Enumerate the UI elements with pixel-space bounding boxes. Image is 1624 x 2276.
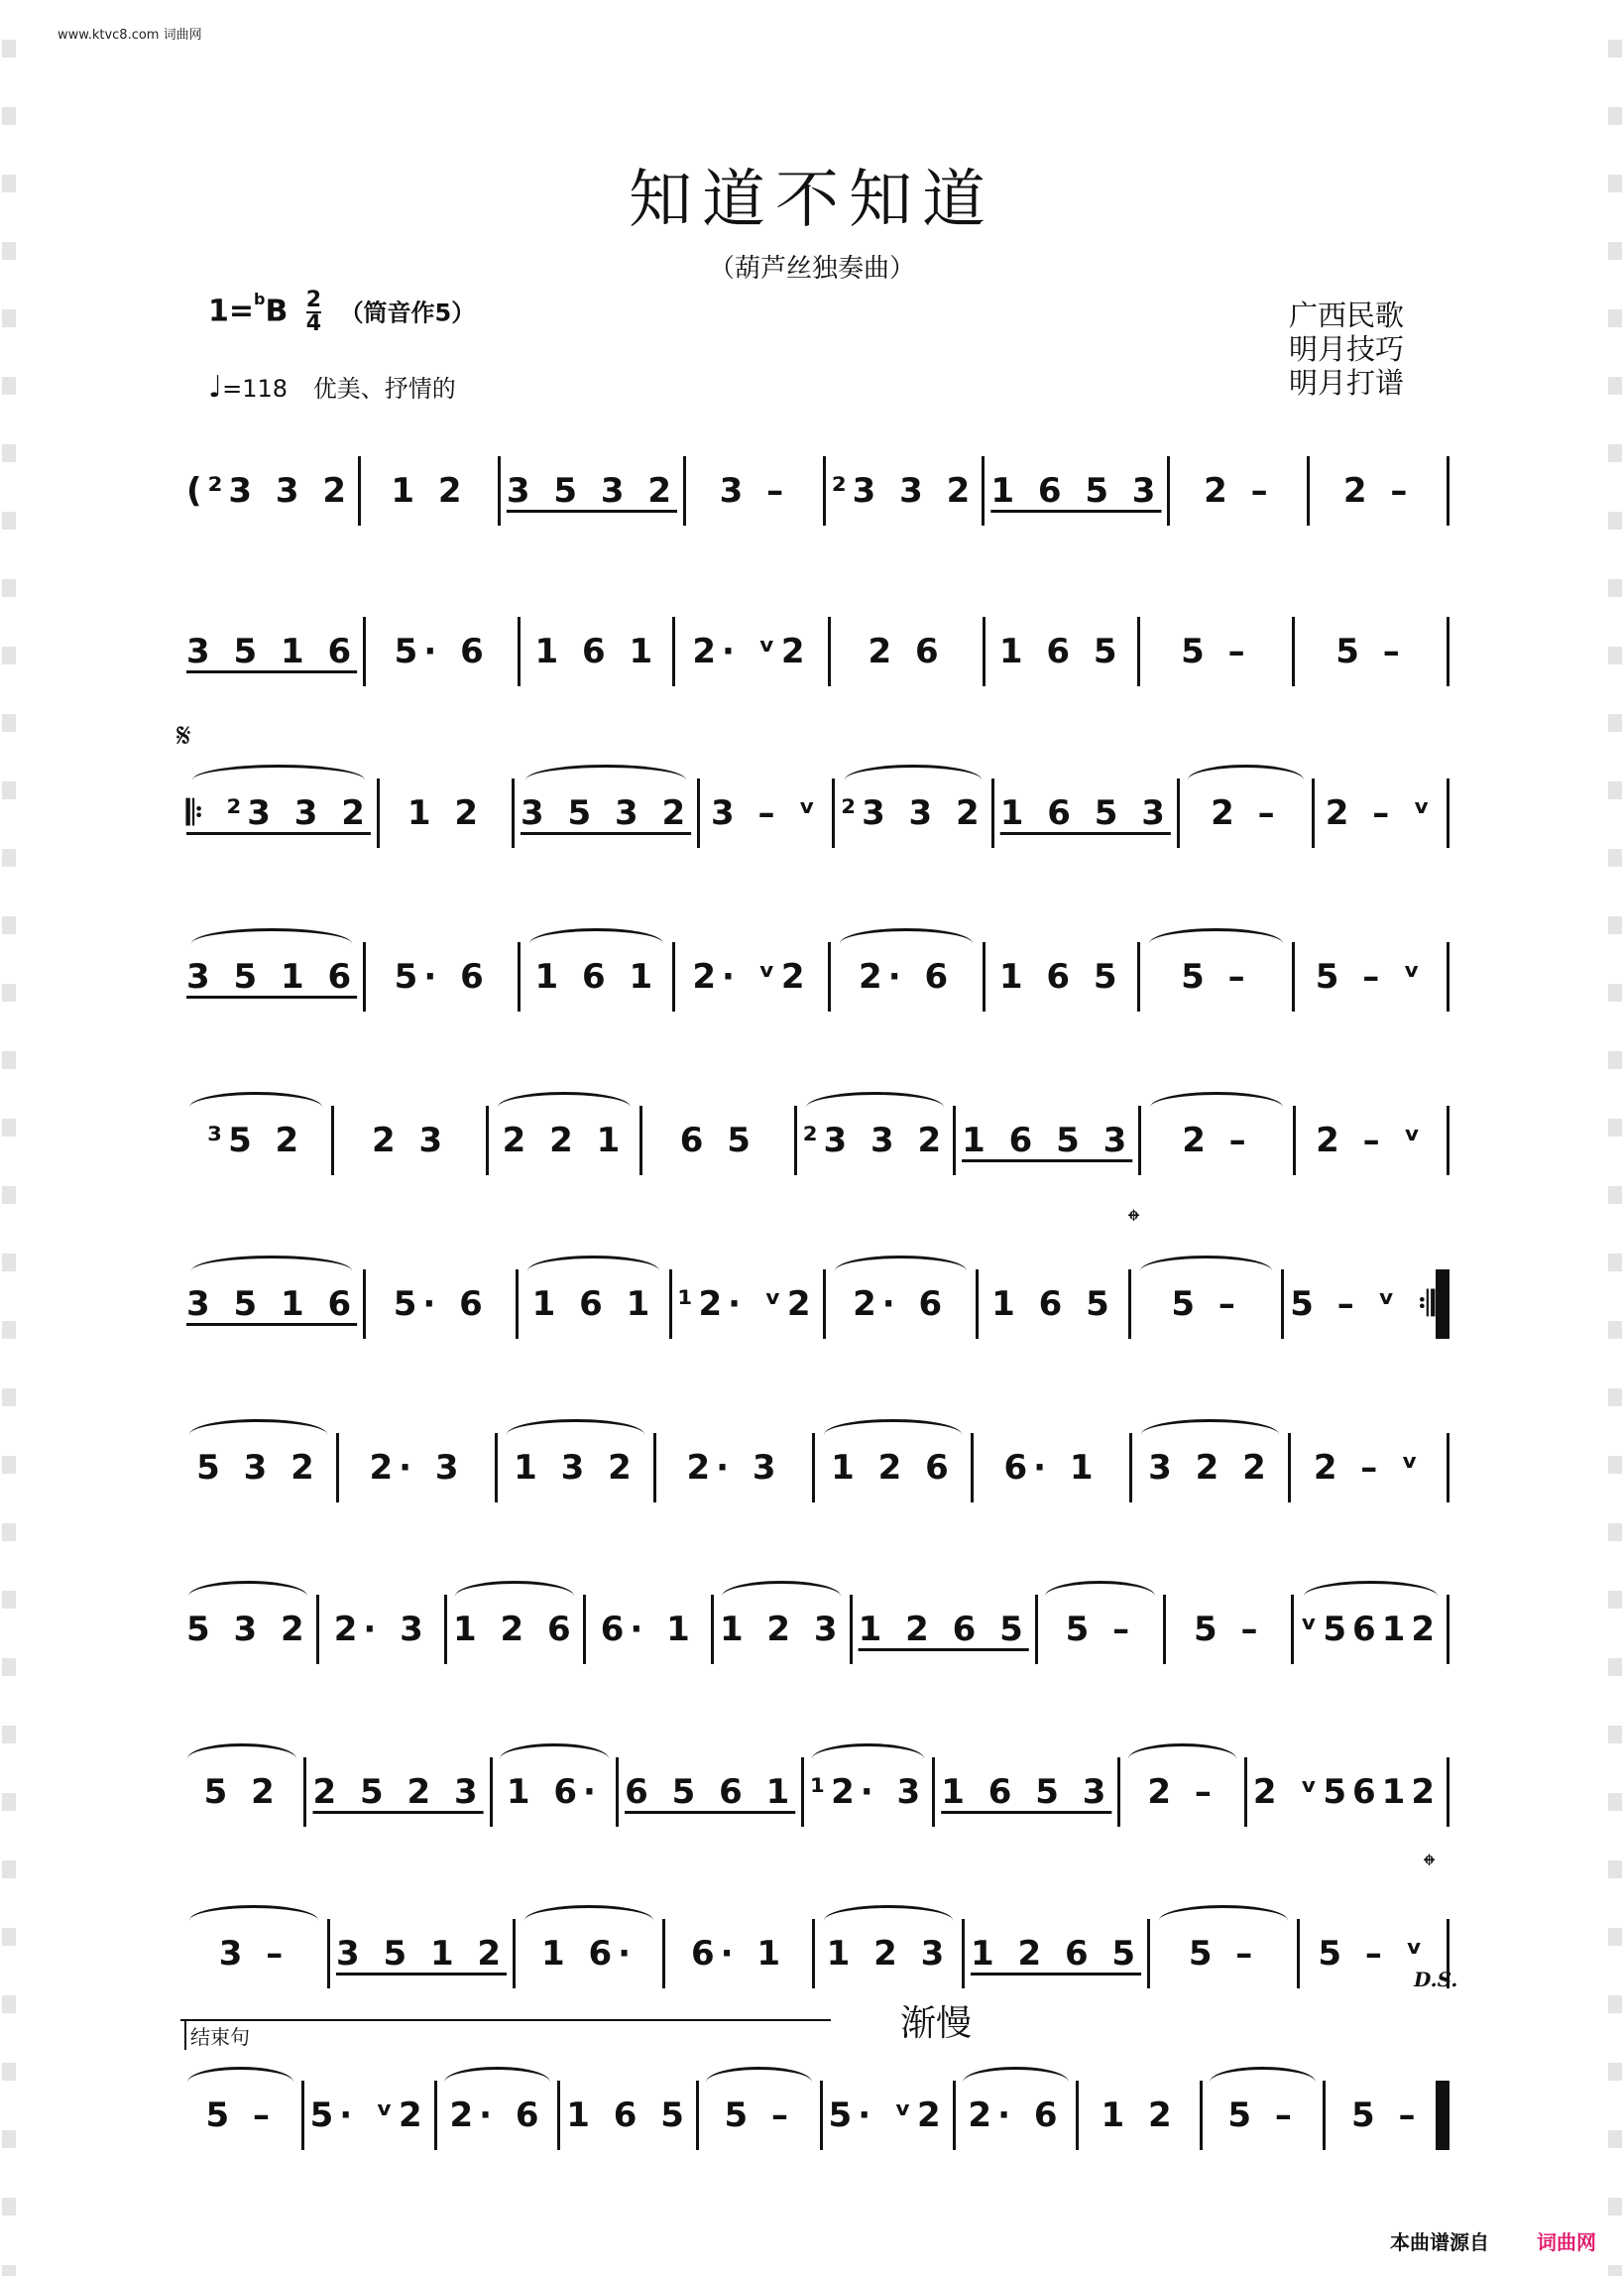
score-line <box>180 739 1450 848</box>
measure <box>665 1919 815 1988</box>
measure <box>699 2081 823 2150</box>
measure <box>180 2081 304 2150</box>
measure <box>619 1757 804 1827</box>
measure <box>675 942 830 1012</box>
measure-group <box>180 1066 1450 1175</box>
measure-notes: 1 2 <box>1101 2096 1178 2135</box>
measure-notes: 3 5 3 2 <box>520 793 692 833</box>
score-line <box>180 2041 1450 2150</box>
measure-notes: 1 6 1 <box>531 1284 656 1324</box>
measure-notes: 1 6· <box>506 1772 602 1812</box>
measure-group <box>180 2041 1450 2150</box>
measure <box>826 1269 979 1339</box>
measure-notes: 5 – <box>1171 1284 1241 1324</box>
measure <box>180 1595 319 1664</box>
measure <box>1291 1433 1450 1502</box>
measure-notes: 6· 1 <box>690 1934 787 1974</box>
slur-arc <box>1150 1092 1283 1123</box>
measure-notes: 1 6 5 <box>998 632 1123 671</box>
slur-arc <box>722 1581 841 1612</box>
measure-notes: 1 6 5 3 <box>941 1772 1112 1812</box>
score-line <box>180 1879 1450 1988</box>
measure-notes: 2 ᵛ5612 <box>1252 1772 1441 1812</box>
right-margin-watermark <box>1608 0 1622 2276</box>
measure-notes: 2 5 2 3 <box>312 1772 484 1812</box>
measure-notes: 5· 6 <box>394 957 490 997</box>
measure <box>366 1269 519 1339</box>
measure <box>823 2081 956 2150</box>
measure-notes: 3 5 1 6 <box>186 1284 358 1324</box>
quarter-note-icon: ♩ <box>208 370 223 405</box>
measure <box>380 779 515 848</box>
measure <box>180 1269 366 1339</box>
measure <box>180 779 380 848</box>
measure <box>361 456 501 526</box>
measure-notes: 3 – <box>218 1934 290 1974</box>
measure-notes: 2· ᵛ2 <box>692 632 811 671</box>
measure <box>826 456 986 526</box>
slur-arc <box>527 1256 659 1286</box>
measure <box>560 2081 699 2150</box>
measure-group <box>180 1230 1450 1339</box>
measure <box>437 2081 561 2150</box>
credit-origin: 广西民歌 <box>1289 299 1405 332</box>
measure <box>521 942 675 1012</box>
measure <box>180 1919 330 1988</box>
measure <box>1140 942 1295 1012</box>
slur-arc <box>963 2067 1069 2097</box>
measure <box>1284 1269 1450 1339</box>
measure-notes: 5 – <box>1193 1610 1264 1649</box>
measure <box>1300 1919 1450 1988</box>
measure-notes: 2· 6 <box>853 1284 949 1324</box>
measure <box>339 1433 498 1502</box>
site-header: www.ktvc8.com 词曲网 <box>58 28 202 43</box>
measure-notes: 3 5 1 6 <box>186 632 358 671</box>
measure-notes: 5 2 <box>203 1772 281 1812</box>
measure <box>656 1433 815 1502</box>
measure-notes: 5 – <box>1181 632 1251 671</box>
coda-icon: 𝄌 <box>1128 1202 1140 1240</box>
measure-notes: 3 5 1 6 <box>186 957 358 997</box>
key-note-paren: （筒音作5） <box>339 299 476 327</box>
measure-group <box>180 1555 1450 1664</box>
slur-arc <box>507 1419 643 1450</box>
measure <box>180 1106 334 1175</box>
score-line <box>180 1718 1450 1827</box>
measure <box>956 2081 1080 2150</box>
score-line <box>180 902 1450 1012</box>
measure-notes: 5 – ᵛ <box>1315 957 1427 997</box>
segno-icon: 𝄋 <box>176 716 191 756</box>
measure <box>986 617 1140 686</box>
slur-arc <box>524 1905 653 1936</box>
slur-arc <box>500 1743 609 1774</box>
measure-notes: 2 3 <box>372 1121 449 1160</box>
measure-group <box>180 577 1450 686</box>
song-subtitle: （葫芦丝独奏曲） <box>708 254 915 284</box>
measure <box>686 456 826 526</box>
measure-notes: 1 6 1 <box>534 957 659 997</box>
slur-arc <box>189 1905 318 1936</box>
measure <box>1315 779 1450 848</box>
dal-segno-marking: D.S. <box>1414 1968 1458 1991</box>
measure <box>1166 1595 1294 1664</box>
measure <box>965 1919 1150 1988</box>
measure <box>1170 456 1310 526</box>
measure-notes: 1 6 1 <box>534 632 659 671</box>
measure <box>366 617 521 686</box>
measure-notes: 1 2 6 5 <box>970 1934 1142 1974</box>
slur-arc <box>806 1092 944 1123</box>
measure <box>831 942 986 1012</box>
slur-arc <box>455 1581 574 1612</box>
measure-notes: 5 3 2 <box>186 1610 310 1649</box>
measure-notes: 2· 3 <box>333 1610 429 1649</box>
measure-notes: 5 – <box>1227 2096 1298 2135</box>
measure-notes: 1 2 6 <box>831 1448 955 1488</box>
ending-bracket <box>180 2019 831 2021</box>
measure-notes: 2· 6 <box>968 2096 1064 2135</box>
score-line <box>180 1230 1450 1339</box>
slur-arc <box>498 1092 631 1123</box>
ending-label: 结束句 <box>184 2021 250 2050</box>
measure <box>330 1919 516 1988</box>
time-bottom: 4 <box>305 311 322 336</box>
measure-notes: 1 6 5 3 <box>962 1121 1133 1160</box>
measure <box>319 1595 447 1664</box>
slur-arc <box>1149 928 1283 959</box>
measure <box>815 1433 974 1502</box>
score-line <box>180 1555 1450 1664</box>
measure-notes: 1 2 6 5 <box>858 1610 1029 1649</box>
slur-arc <box>1141 1419 1278 1450</box>
slur-arc <box>845 765 983 795</box>
measure-notes: 2 – <box>1211 793 1281 833</box>
slur-arc <box>840 928 974 959</box>
measure <box>1120 1757 1246 1827</box>
measure <box>516 1919 665 1988</box>
measure-notes: 1 2 <box>406 793 485 833</box>
measure-notes: ²3 3 2 <box>802 1121 948 1160</box>
slur-arc <box>189 1419 326 1450</box>
measure <box>1295 617 1450 686</box>
measure <box>1140 617 1295 686</box>
measure-notes: 3 2 2 <box>1148 1448 1272 1488</box>
measure-notes: 2 – ᵛ <box>1316 1121 1427 1160</box>
measure-notes: 1 6· <box>541 1934 638 1974</box>
measure <box>815 1919 965 1988</box>
measure <box>334 1106 488 1175</box>
measure-notes: 2· 3 <box>369 1448 465 1488</box>
credit-transcriber: 明月打谱 <box>1289 366 1405 400</box>
measure-group <box>180 739 1450 848</box>
measure <box>1247 1757 1450 1827</box>
measure <box>979 1269 1131 1339</box>
measure <box>974 1433 1132 1502</box>
measure-notes: 5· 6 <box>393 1284 489 1324</box>
measure-notes: 2 – <box>1204 471 1274 511</box>
ritardando-marking: 渐慢 <box>900 2003 973 2044</box>
measure-notes: 5 – ᵛ <box>1318 1934 1429 1974</box>
measure <box>493 1757 619 1827</box>
measure-notes: 1 6 5 3 <box>999 793 1171 833</box>
measure-notes: 2· 6 <box>859 957 955 997</box>
measure <box>447 1595 586 1664</box>
measure-notes: 1 2 <box>391 471 468 511</box>
time-signature <box>306 290 321 335</box>
measure-notes: 1 6 5 <box>998 957 1123 997</box>
measure <box>489 1106 642 1175</box>
measure-notes: 1 6 5 3 <box>990 471 1162 511</box>
slur-arc <box>191 1256 352 1286</box>
final-barline <box>1436 1269 1447 1339</box>
measure-notes: 1 3 2 <box>514 1448 638 1488</box>
slur-arc <box>706 2067 812 2097</box>
slur-arc <box>1188 765 1304 795</box>
measure <box>498 1433 656 1502</box>
tempo-value: =118 <box>222 375 289 403</box>
measure <box>519 1269 671 1339</box>
slur-arc <box>1159 1905 1288 1936</box>
measure-notes: 3 5 3 2 <box>506 471 677 511</box>
measure <box>1038 1595 1166 1664</box>
measure-notes: 5 – <box>724 2096 794 2135</box>
measure <box>501 456 686 526</box>
slur-arc <box>192 765 365 795</box>
song-title: 知道不知道 <box>629 164 995 237</box>
measure <box>1296 1106 1450 1175</box>
measure-notes: 5 – <box>1181 957 1251 997</box>
measure <box>521 617 675 686</box>
measure-notes: 2 – <box>1147 1772 1218 1812</box>
measure <box>853 1595 1038 1664</box>
measure-notes: 5 – <box>1065 1610 1136 1649</box>
key-prefix: 1= <box>208 294 255 329</box>
measure <box>797 1106 957 1175</box>
measure-notes: 2 – ᵛ <box>1313 1448 1425 1488</box>
measure-notes: 5 – ᵛ 𝄇 <box>1290 1284 1441 1324</box>
measure-notes: 3 5 1 2 <box>335 1934 508 1974</box>
slur-arc <box>187 1743 296 1774</box>
slur-arc <box>188 1581 307 1612</box>
measure <box>831 617 986 686</box>
measure <box>1132 1433 1291 1502</box>
slur-arc <box>187 2067 293 2097</box>
slur-arc <box>824 1905 953 1936</box>
measure <box>1150 1919 1300 1988</box>
slur-arc <box>1210 2067 1316 2097</box>
measure <box>306 1757 492 1827</box>
tempo-text: 优美、抒情的 <box>312 375 456 403</box>
measure-group <box>180 1879 1450 1988</box>
measure-notes: 3 – <box>719 471 790 511</box>
measure-notes: 2 – <box>1342 471 1414 511</box>
measure-notes: 𝄆 ²3 3 2 <box>186 793 371 833</box>
measure <box>835 779 994 848</box>
measure <box>304 2081 437 2150</box>
measure-notes: 2· 3 <box>686 1448 782 1488</box>
measure <box>180 456 361 526</box>
footer-source: 本曲谱源自 <box>1390 2230 1489 2254</box>
measure-notes: 2 2 1 <box>502 1121 627 1160</box>
measure-notes: 5 – <box>1188 1934 1259 1974</box>
slur-arc <box>1128 1743 1237 1774</box>
measure <box>804 1757 935 1827</box>
measure <box>672 1269 826 1339</box>
measure <box>180 942 366 1012</box>
left-margin-watermark <box>2 0 16 2276</box>
slur-arc <box>812 1743 924 1774</box>
measure-notes: 6 5 6 1 <box>625 1772 796 1812</box>
slur-arc <box>189 1092 322 1123</box>
final-barline <box>1436 2081 1447 2150</box>
measure <box>1131 1269 1284 1339</box>
measure <box>180 1757 306 1827</box>
measure-group <box>180 902 1450 1012</box>
measure <box>1180 779 1315 848</box>
measure <box>1141 1106 1295 1175</box>
measure <box>586 1595 714 1664</box>
measure-notes: 5 – <box>1335 632 1406 671</box>
measure-notes: 2· 6 <box>449 2096 545 2135</box>
measure-notes: 1 2 6 <box>452 1610 577 1649</box>
measure <box>1326 2081 1450 2150</box>
measure <box>1310 456 1450 526</box>
slur-arc <box>1045 1581 1155 1612</box>
slur-arc <box>444 2067 550 2097</box>
measure-notes: 3 – ᵛ <box>710 793 822 833</box>
measure-notes: 1 2 3 <box>826 1934 951 1974</box>
measure-notes: 6· 1 <box>1003 1448 1100 1488</box>
measure <box>1295 942 1450 1012</box>
measure <box>1079 2081 1203 2150</box>
measure <box>700 779 835 848</box>
measure-notes: 2 – <box>1182 1121 1252 1160</box>
measure-notes: 6 5 <box>679 1121 756 1160</box>
measure-notes: 2 – ᵛ <box>1325 793 1437 833</box>
slur-arc <box>529 928 663 959</box>
measure-group <box>180 1718 1450 1827</box>
slur-arc <box>835 1256 967 1286</box>
measure <box>1203 2081 1327 2150</box>
footer-brand: 词曲网 <box>1537 2230 1596 2254</box>
score-line <box>180 417 1450 526</box>
measure-notes: 1 2 3 <box>719 1610 844 1649</box>
measure <box>366 942 521 1012</box>
measure-group <box>180 1393 1450 1502</box>
measure-notes: 1 6 5 <box>991 1284 1115 1324</box>
measure-notes: 5· ᵛ2 <box>309 2096 428 2135</box>
measure <box>714 1595 853 1664</box>
measure-notes: ¹2· 3 <box>810 1772 927 1812</box>
measure <box>956 1106 1141 1175</box>
key-note: B <box>265 294 289 329</box>
measure <box>1294 1595 1450 1664</box>
measure-notes: ²3 3 2 <box>831 471 977 511</box>
measure-notes: 2 6 <box>868 632 945 671</box>
measure <box>675 617 830 686</box>
measure <box>642 1106 796 1175</box>
time-top: 2 <box>305 288 322 312</box>
measure-notes: 5 – <box>205 2096 277 2135</box>
measure-notes: 2· ᵛ2 <box>692 957 811 997</box>
measure-group <box>180 417 1450 526</box>
key-flat: b <box>254 290 266 308</box>
score-line <box>180 577 1450 686</box>
measure-notes: 5 – <box>1350 2096 1422 2135</box>
measure <box>180 617 366 686</box>
slur-arc <box>1304 1581 1438 1612</box>
tempo-marking <box>208 369 456 405</box>
measure-notes: ²3 3 2 <box>841 793 986 833</box>
measure-notes: ᵛ5612 <box>1300 1610 1442 1649</box>
measure-notes: (²3 3 2 <box>186 471 353 511</box>
measure-notes: 5 3 2 <box>196 1448 320 1488</box>
score-line <box>180 1066 1450 1175</box>
slur-arc <box>525 765 686 795</box>
coda-icon: 𝄌 <box>1424 1847 1436 1884</box>
measure-notes: 1 6 5 <box>566 2096 690 2135</box>
measure <box>935 1757 1120 1827</box>
measure <box>986 942 1140 1012</box>
measure-notes: 5· 6 <box>394 632 490 671</box>
measure <box>994 779 1180 848</box>
measure-notes: ¹2· ᵛ2 <box>677 1284 817 1324</box>
score-line <box>180 1393 1450 1502</box>
measure-notes: ³5 2 <box>207 1121 305 1160</box>
key-signature <box>208 290 475 335</box>
measure <box>515 779 700 848</box>
measure <box>180 1433 339 1502</box>
slur-arc <box>191 928 352 959</box>
slur-arc <box>1140 1256 1272 1286</box>
credit-technique: 明月技巧 <box>1289 332 1405 366</box>
measure <box>985 456 1170 526</box>
slur-arc <box>824 1419 961 1450</box>
measure-notes: 5· ᵛ2 <box>828 2096 947 2135</box>
measure-notes: 6· 1 <box>600 1610 696 1649</box>
